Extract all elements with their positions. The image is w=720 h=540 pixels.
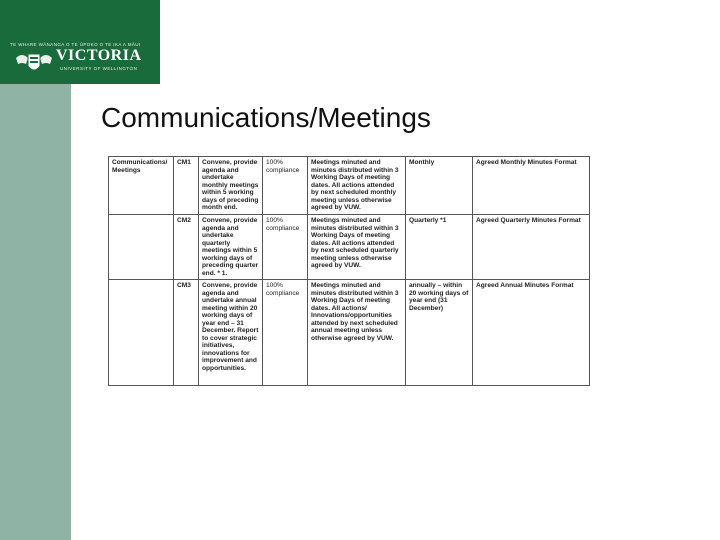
frequency-cell: annually – within 20 working days of year end (31 December) xyxy=(406,280,473,386)
meetings-table xyxy=(108,156,590,386)
target-cell: 100% compliance xyxy=(263,215,308,280)
frequency-cell: Quarterly *1 xyxy=(406,215,473,280)
output-cell: Agreed Quarterly Minutes Format xyxy=(473,215,590,280)
logo-tagline: TE WHARE WĀNANGA O TE ŪPOKO O TE IKA A MĀUI xyxy=(10,42,141,47)
measure-cell: Meetings minuted and minutes distributed within 3 Working Days of meeting dates. All actions/ Innovations/opportunities attended by next scheduled annual meeting unless otherwise agreed by VUW. xyxy=(308,280,406,386)
code-cell: CM3 xyxy=(174,280,199,386)
target-cell: 100% compliance xyxy=(263,157,308,215)
measure-cell: Meetings minuted and minutes distributed within 3 Working Days of meeting dates. All actions attended by next scheduled quarterly meeting unless otherwise agreed by VUW. xyxy=(308,215,406,280)
crest-icon xyxy=(14,50,54,76)
code-cell: CM1 xyxy=(174,157,199,215)
empty-category-cell xyxy=(109,215,174,280)
output-cell: Agreed Monthly Minutes Format xyxy=(473,157,590,215)
activity-cell: Convene, provide agenda and undertake annual meeting within 20 working days of year end – 31 December. Report to cover strategic initiatives, innovations for improvement and opportunities. xyxy=(199,280,263,386)
measure-cell: Meetings minuted and minutes distributed within 3 Working Days of meeting dates. All actions attended by next scheduled monthly meeting unless otherwise agreed by VUW. xyxy=(308,157,406,215)
category-cell: Communications/ Meetings xyxy=(109,157,174,215)
target-cell: 100% compliance xyxy=(263,280,308,386)
university-logo xyxy=(0,0,160,84)
output-cell: Agreed Annual Minutes Format xyxy=(473,280,590,386)
code-cell: CM2 xyxy=(174,215,199,280)
logo-name: VICTORIA xyxy=(56,47,142,64)
frequency-cell: Monthly xyxy=(406,157,473,215)
empty-category-cell xyxy=(109,280,174,386)
slide-title: Communications/Meetings xyxy=(101,102,431,133)
activity-cell: Convene, provide agenda and undertake quarterly meetings within 5 working days of preceding quarter end. * 1. xyxy=(199,215,263,280)
table-row xyxy=(109,215,590,280)
table-row xyxy=(109,280,590,386)
activity-cell: Convene, provide agenda and undertake monthly meetings within 5 working days of preceding month end. xyxy=(199,157,263,215)
logo-subtitle: UNIVERSITY OF WELLINGTON xyxy=(60,66,138,71)
table-row xyxy=(109,157,590,215)
